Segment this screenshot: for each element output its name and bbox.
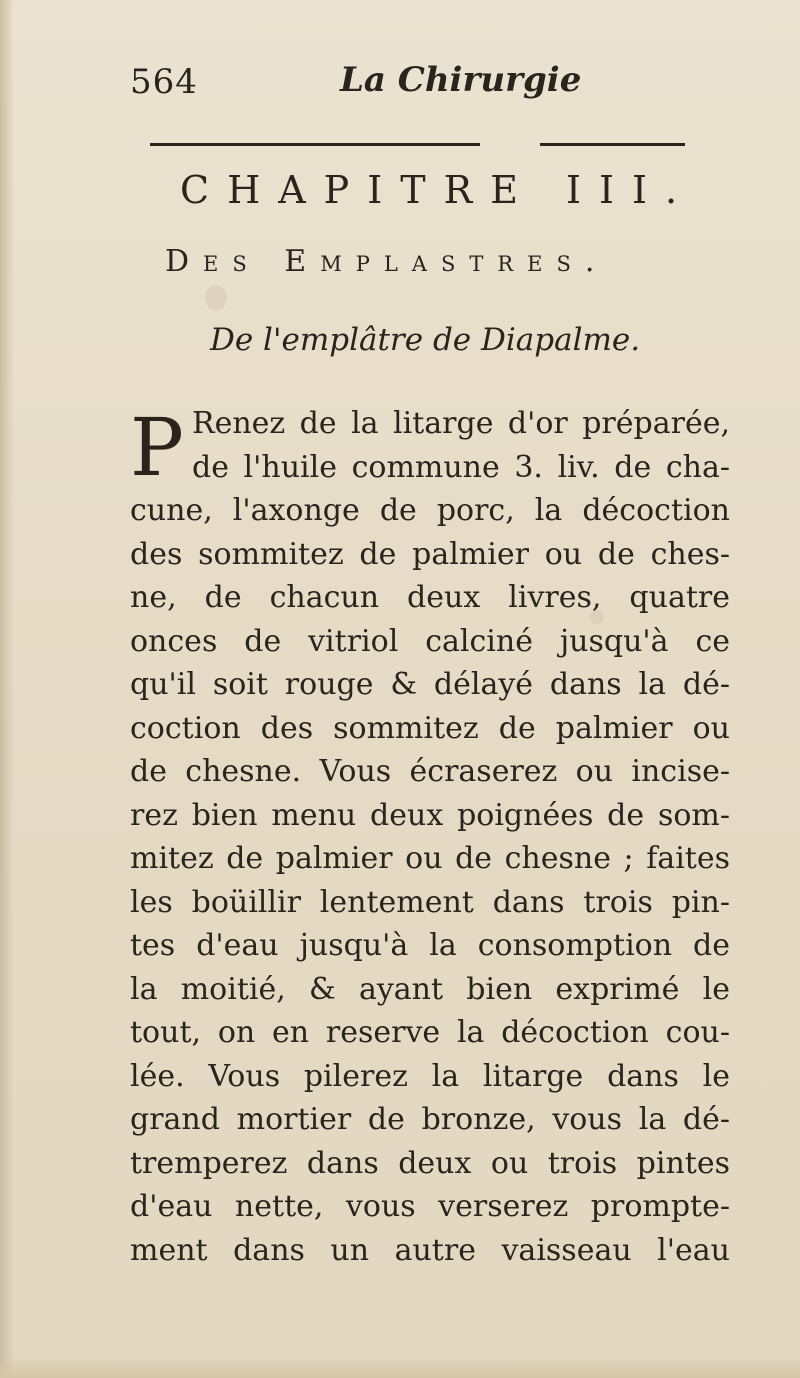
text-line: onces de vitriol calciné jusqu'à ce <box>130 623 730 659</box>
text-line: de chesne. Vous écraserez ou incise- <box>130 754 730 789</box>
running-title: La Chirurgie <box>340 60 582 100</box>
text-line: tremperez dans deux ou trois pintes <box>130 1145 730 1181</box>
page-edge-shadow <box>0 0 14 1378</box>
drop-cap: P <box>130 401 184 494</box>
page-number: 564 <box>130 62 198 102</box>
text-line: Renez de la litarge d'or préparée, <box>192 406 730 441</box>
chapter-heading: CHAPITRE III. <box>180 168 696 212</box>
recipe-subheading: De l'emplâtre de Diapalme. <box>210 322 641 358</box>
header-rule <box>150 143 480 146</box>
text-line: cune, l'axonge de porc, la décoction <box>130 493 730 528</box>
text-line: de l'huile commune 3. liv. de cha- <box>192 449 730 485</box>
text-line: qu'il soit rouge & délayé dans la dé- <box>130 667 730 702</box>
text-line: ne, de chacun deux livres, quatre <box>130 580 730 615</box>
running-head <box>130 62 740 110</box>
text-line: rez bien menu deux poignées de som- <box>130 797 730 833</box>
text-line: grand mortier de bronze, vous la dé- <box>130 1102 730 1137</box>
section-heading: Des Emplastres. <box>165 244 609 279</box>
text-line: coction des sommitez de palmier ou <box>130 710 730 746</box>
ink-blot <box>205 285 227 311</box>
text-line: d'eau nette, vous verserez prompte- <box>130 1189 730 1224</box>
text-line: ment dans un autre vaisseau l'eau <box>130 1232 730 1268</box>
text-line: mitez de palmier ou de chesne ; faites <box>130 841 730 876</box>
text-line: lée. Vous pilerez la litarge dans le <box>130 1058 730 1094</box>
text-line: les boüillir lentement dans trois pin- <box>130 884 730 920</box>
text-line: des sommitez de palmier ou de ches- <box>130 536 730 572</box>
page-bottom-shadow <box>0 1356 800 1378</box>
text-line: tout, on en reserve la décoction cou- <box>130 1015 730 1050</box>
text-line: la moitié, & ayant bien exprimé le <box>130 971 730 1007</box>
header-rule <box>540 143 685 146</box>
body-text <box>130 402 730 1272</box>
text-line: tes d'eau jusqu'à la consomption de <box>130 928 730 963</box>
